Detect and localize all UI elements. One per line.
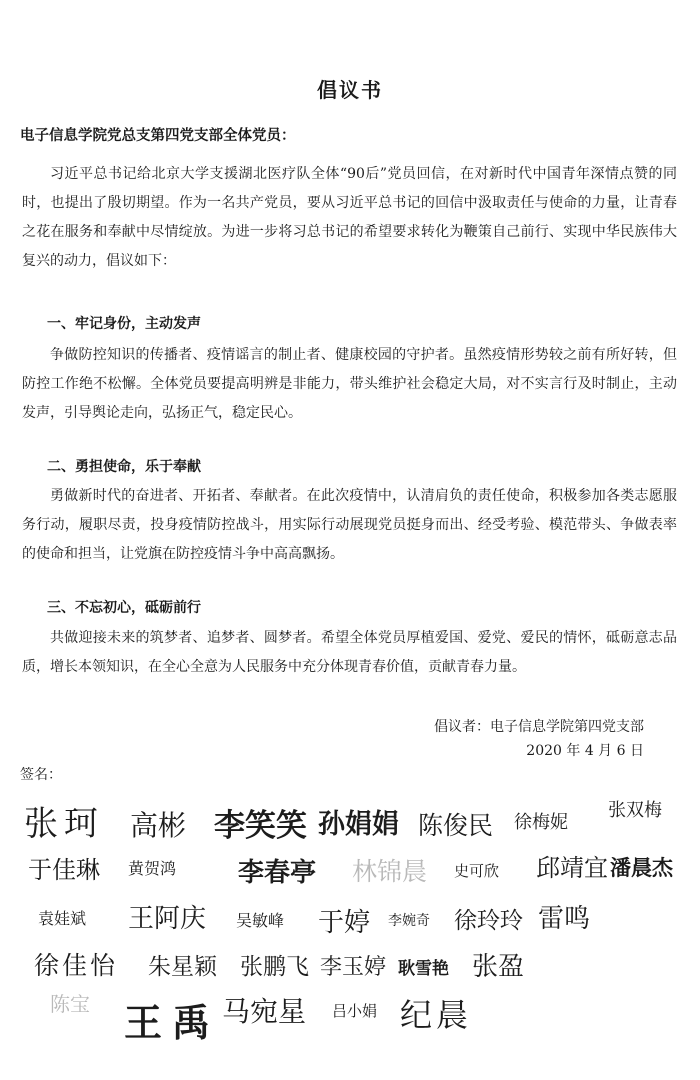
signature: 纪晨 [400,996,473,1034]
document-title: 倡议书 [317,78,383,102]
signature: 黄贺鸿 [128,859,177,878]
section-body-2: 勇做新时代的奋进者、开拓者、奉献者。在此次疫情中，认清肩负的责任使命，积极参加各类志愿服务行动，履职尽责，投身疫情防控战斗，用实际行动展现党员挺身而出、经受考验、模范带头、争做表率的使命和担当，让党旗在防控疫情斗争中高高飘扬。 [22,488,677,562]
signature: 史可欣 [454,862,500,880]
signature: 徐玲玲 [454,908,523,934]
intro-paragraph: 习近平总书记给北京大学支援湖北医疗队全体“90后”党员回信，在对新时代中国青年深情点赞的同时，也提出了殷切期望。作为一名共产党员，要从习近平总书记的回信中汲取责任与使命的力量，让青春之花在服务和奉献中尽情绽放。为进一步将习总书记的希望要求转化为鞭策自己前行、实现中华民族伟大复兴的动力，倡议如下： [22,166,677,269]
signature: 张鹏飞 [240,954,309,980]
signature: 邱靖宜 [536,854,608,882]
signature: 陈宝 [50,992,90,1016]
section-heading-2: 二、勇担使命，乐于奉献 [47,459,201,475]
section-heading-1: 一、牢记身份，主动发声 [47,316,201,332]
signature: 高彬 [130,809,187,842]
signature: 于佳琳 [28,856,100,884]
signature: 林锦晨 [352,857,428,886]
signature: 徐佳怡 [34,951,119,980]
signature: 张珂 [24,804,104,844]
signature: 李婉奇 [388,913,430,929]
signature: 于婷 [318,908,371,938]
signature: 朱星颖 [148,954,217,980]
section-body-3: 共做迎接未来的筑梦者、追梦者、圆梦者。希望全体党员厚植爱国、爱党、爱民的情怀，砥砺意志品质，增长本领知识，在全心全意为人民服务中充分体现青春价值，贡献青春力量。 [22,630,677,675]
date-line: 2020 年 4 月 6 日 [526,743,644,759]
signature: 李春亭 [238,858,317,888]
signature: 王禹 [124,1000,221,1045]
signature: 潘晨杰 [610,855,673,880]
section-heading-3: 三、不忘初心，砥砺前行 [47,600,201,616]
signature: 雷鸣 [538,904,591,934]
signature: 陈俊民 [418,811,494,840]
signature: 李玉婷 [320,955,387,980]
signature: 王阿庆 [128,904,207,934]
signature: 张双梅 [608,800,662,821]
signature: 徐梅妮 [514,812,568,833]
signature-label: 签名： [20,767,62,783]
signature: 耿雪艳 [398,959,449,979]
signature: 袁娃斌 [38,909,87,928]
section-body-1: 争做防控知识的传播者、疫情谣言的制止者、健康校园的守护者。虽然疫情形势较之前有所好转，但防控工作绝不松懈。全体党员要提高明辨是非能力，带头维护社会稳定大局，对不实言行及时制止，主动发声，引导舆论走向，弘扬正气，稳定民心。 [22,347,677,421]
signature: 马宛星 [222,995,307,1028]
signature: 李笑笑 [214,808,307,844]
salutation: 电子信息学院党总支第四党支部全体党员： [20,128,296,144]
signature: 孙娟娟 [318,809,399,840]
proposer-line: 倡议者：电子信息学院第四党支部 [434,719,644,735]
signature: 张盈 [472,952,525,982]
signature: 吴敏峰 [236,911,285,930]
signature: 吕小娟 [332,1002,378,1020]
